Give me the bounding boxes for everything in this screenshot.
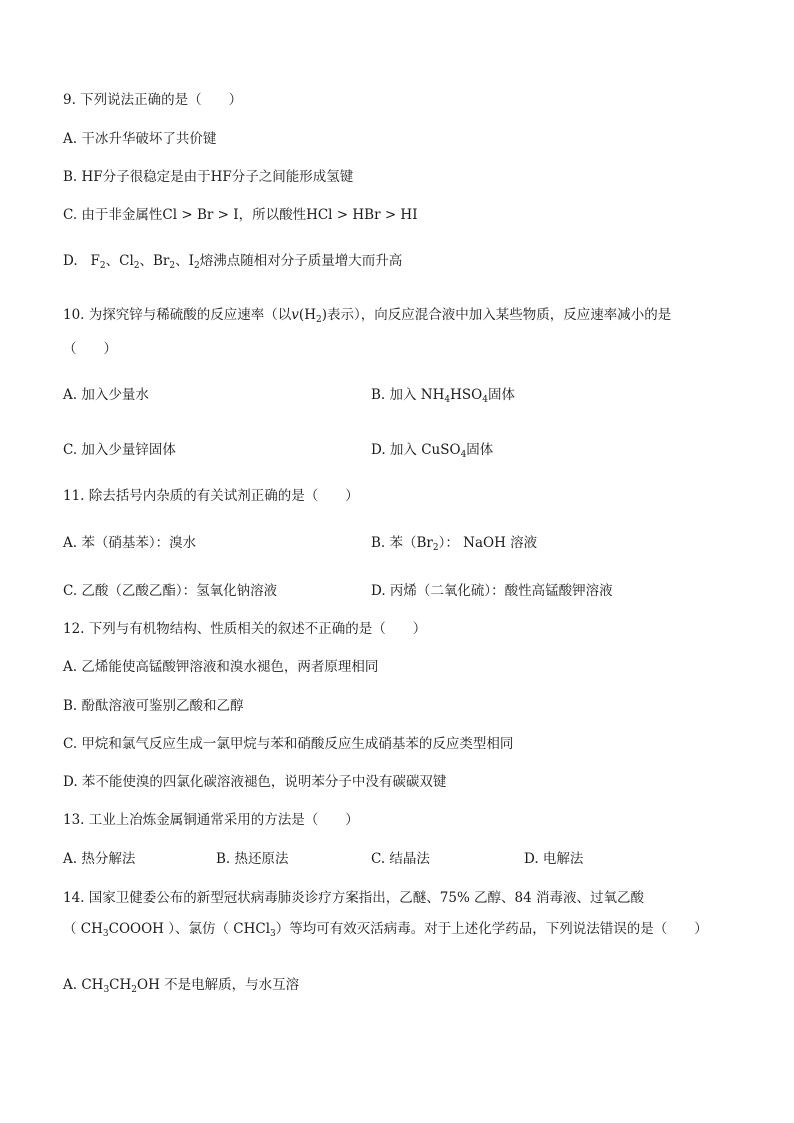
q10-b-mid: HSO — [450, 387, 483, 403]
q14-l2-c: ）等均可有效灭活病毒。对于上述化学药品，下列说法错误的是（ ） — [275, 921, 708, 937]
q9-d-br: Br — [153, 253, 170, 269]
q9-d-i: I — [188, 253, 194, 269]
q14-a-sub3: 3 — [103, 985, 110, 995]
q12-option-c: C. 甲烷和氯气反应生成一氯甲烷与苯和硝酸反应生成硝基苯的反应类型相同 — [63, 736, 514, 752]
q9-option-a: A. 干冰升华破坏了共价键 — [63, 131, 217, 147]
q9-d-f-sub: 2 — [99, 261, 106, 271]
q13-stem: 13. 工业上冶炼金属铜通常采用的方法是（ ） — [63, 812, 359, 828]
q11-stem: 11. 除去括号内杂质的有关试剂正确的是（ ） — [63, 488, 359, 504]
q10-d-sub4: 4 — [460, 450, 467, 460]
q10-stem-pre: 10. 为探究锌与稀硫酸的反应速率（以 — [63, 307, 292, 323]
q14-stem-line1: 14. 国家卫健委公布的新型冠状病毒肺炎诊疗方案指出，乙醚、75% 乙醇、84 消毒液、过氧乙酸 — [63, 890, 645, 906]
q11-b-pre: B. 苯（Br — [371, 535, 433, 551]
q13-option-a: A. 热分解法 — [63, 851, 136, 867]
q11-option-a: A. 苯（硝基苯）：溴水 — [63, 535, 197, 551]
q10-h: H — [304, 307, 316, 323]
q10-stem-post: 表示），向反应混合液中加入某些物质，反应速率减小的是 — [326, 307, 672, 323]
q11-option-b — [371, 534, 537, 552]
q14-l2-sub3b: 3 — [270, 929, 276, 939]
q10-option-b — [371, 386, 515, 404]
q13-option-b: B. 热还原法 — [216, 851, 289, 867]
q12-option-d: D. 苯不能使溴的四氯化碳溶液褪色，说明苯分子中没有碳碳双键 — [63, 774, 447, 790]
q14-a-post: OH 不是电解质，与水互溶 — [137, 977, 300, 993]
q10-d-post: 固体 — [466, 442, 494, 458]
q9-d-cl-sub: 2 — [133, 261, 140, 271]
q9-d-sep: 、 — [175, 253, 189, 269]
q14-a-sub2: 2 — [131, 985, 138, 995]
q11-b-post: ）： NaOH 溶液 — [438, 535, 538, 551]
q10-option-d — [371, 441, 493, 459]
q10-d-pre: D. 加入 CuSO — [371, 442, 461, 458]
q10-v: v — [291, 307, 299, 323]
q14-a-pre: A. CH — [63, 977, 104, 993]
q9-d-tail: 熔沸点随相对分子质量增大而升高 — [199, 253, 403, 269]
q9-stem: 9. 下列说法正确的是（ ） — [63, 92, 243, 108]
q10-b-sub4: 4 — [444, 395, 451, 405]
q14-l2-b: COOOH ）、氯仿（ CHCl — [108, 921, 271, 937]
q13-option-d: D. 电解法 — [524, 851, 584, 867]
q10-b-post: 固体 — [487, 387, 515, 403]
q9-option-c: C. 由于非金属性Cl > Br > I，所以酸性HCl > HBr > HI — [63, 207, 418, 223]
q9-d-sep: 、 — [105, 253, 120, 269]
q9-d-br-sub: 2 — [169, 261, 176, 271]
q10-option-c: C. 加入少量锌固体 — [63, 442, 176, 458]
q9-d-label: D. — [63, 253, 78, 269]
q12-option-a: A. 乙烯能使高锰酸钾溶液和溴水褪色，两者原理相同 — [63, 659, 379, 675]
q13-option-c: C. 结晶法 — [371, 851, 430, 867]
q10-stem: 10. 为探究锌与稀硫酸的反应速率（以$v(H_2)$表示），向反应混合液中加入某些物质，反应速率减小的是 — [63, 307, 672, 325]
q14-l2-sub3: 3 — [102, 929, 109, 939]
q11-option-d: D. 丙烯（二氧化硫）：酸性高锰酸钾溶液 — [371, 583, 613, 599]
q11-option-c: C. 乙酸（乙酸乙酯）：氢氧化钠溶液 — [63, 583, 278, 599]
q14-option-a — [63, 976, 299, 994]
q14-a-mid: CH — [109, 977, 132, 993]
q12-stem: 12. 下列与有机物结构、性质相关的叙述不正确的是（ ） — [63, 621, 427, 637]
q10-h-sub: 2 — [315, 315, 322, 325]
q12-option-b: B. 酚酞溶液可鉴别乙酸和乙醇 — [63, 698, 244, 714]
q9-d-f: F — [90, 253, 100, 269]
q10-option-a: A. 加入少量水 — [63, 387, 149, 403]
q11-b-sub2: 2 — [432, 543, 439, 553]
q9-option-b: B. HF分子很稳定是由于HF分子之间能形成氢键 — [63, 169, 354, 185]
q9-d-i-sub: 2 — [193, 261, 200, 271]
q10-b-sub4b: 4 — [482, 395, 488, 405]
q9-option-d — [63, 252, 402, 270]
q10-b-pre: B. 加入 NH — [371, 387, 445, 403]
q14-l2-a: （ CH — [63, 921, 103, 937]
q9-d-sep: 、 — [139, 253, 154, 269]
q9-d-cl: Cl — [119, 253, 134, 269]
q14-stem-line2 — [63, 920, 708, 938]
q10-paren: （ ） — [63, 341, 117, 357]
